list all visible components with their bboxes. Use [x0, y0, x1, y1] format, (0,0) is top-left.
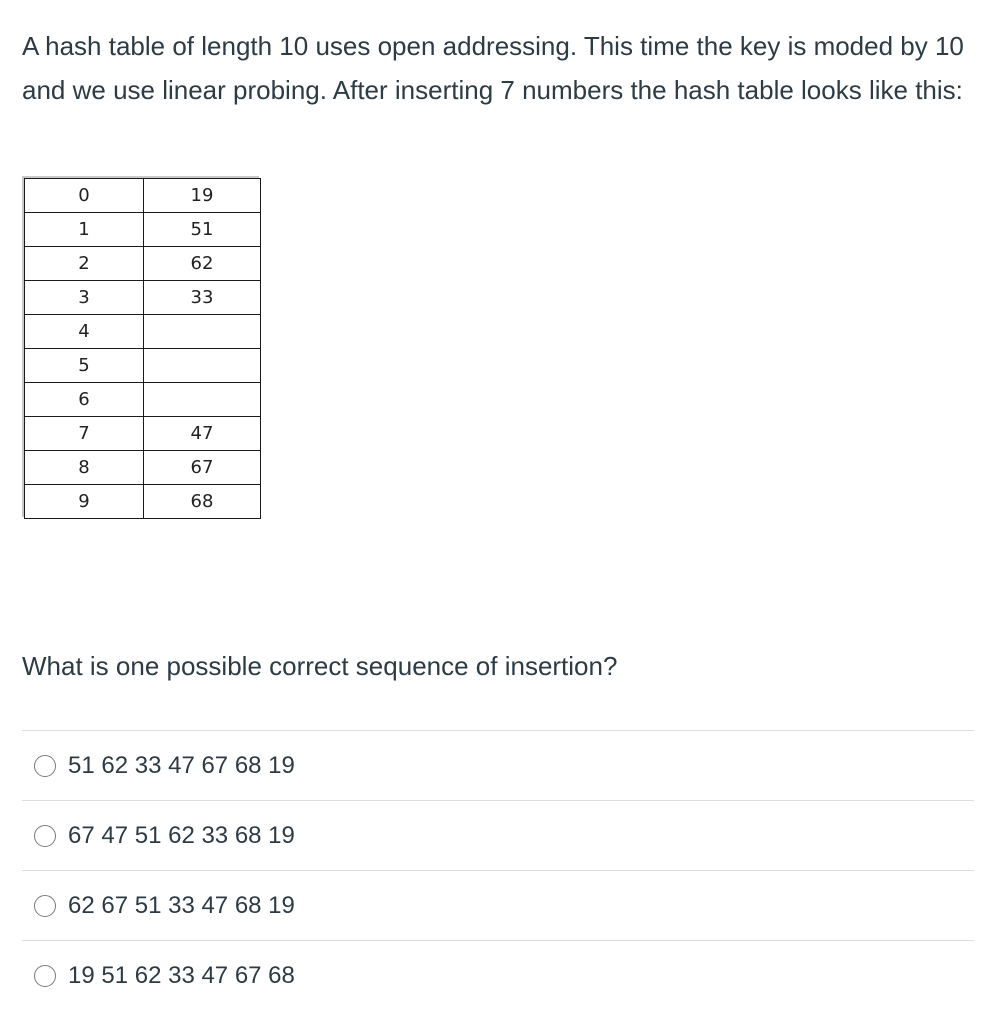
slot-value: 47	[144, 417, 261, 451]
slot-value	[144, 315, 261, 349]
slot-index: 9	[25, 485, 144, 519]
slot-index: 3	[25, 281, 144, 315]
answer-label: 19 51 62 33 47 67 68	[68, 961, 295, 989]
hash-table	[24, 178, 261, 519]
slot-index: 7	[25, 417, 144, 451]
answer-list	[22, 730, 974, 1010]
slot-value: 33	[144, 281, 261, 315]
answer-label: 62 67 51 33 47 68 19	[68, 891, 295, 919]
radio-button[interactable]	[34, 825, 56, 847]
table-row	[25, 451, 261, 485]
slot-value: 68	[144, 485, 261, 519]
slot-value: 67	[144, 451, 261, 485]
table-row	[25, 315, 261, 349]
radio-button[interactable]	[34, 895, 56, 917]
answer-option[interactable]	[22, 801, 974, 871]
table-row	[25, 349, 261, 383]
answer-label: 67 47 51 62 33 68 19	[68, 821, 295, 849]
table-row	[25, 485, 261, 519]
slot-value	[144, 349, 261, 383]
slot-index: 1	[25, 213, 144, 247]
slot-index: 5	[25, 349, 144, 383]
answer-option[interactable]	[22, 731, 974, 801]
slot-value: 51	[144, 213, 261, 247]
slot-value: 62	[144, 247, 261, 281]
slot-index: 6	[25, 383, 144, 417]
slot-index: 4	[25, 315, 144, 349]
question-prompt: What is one possible correct sequence of insertion?	[22, 651, 618, 681]
table-row	[25, 281, 261, 315]
table-row	[25, 247, 261, 281]
slot-index: 2	[25, 247, 144, 281]
table-row	[25, 383, 261, 417]
slot-index: 8	[25, 451, 144, 485]
slot-value: 19	[144, 179, 261, 213]
radio-button[interactable]	[34, 965, 56, 987]
slot-index: 0	[25, 179, 144, 213]
answer-option[interactable]	[22, 871, 974, 941]
table-row	[25, 213, 261, 247]
answer-label: 51 62 33 47 67 68 19	[68, 751, 295, 779]
question-text: A hash table of length 10 uses open addressing. This time the key is moded by 10 and we use linear probing. After inserting 7 numbers the hash table looks like this:	[22, 31, 964, 105]
slot-value	[144, 383, 261, 417]
answer-option[interactable]	[22, 941, 974, 1010]
table-row	[25, 417, 261, 451]
radio-button[interactable]	[34, 755, 56, 777]
table-row	[25, 179, 261, 213]
